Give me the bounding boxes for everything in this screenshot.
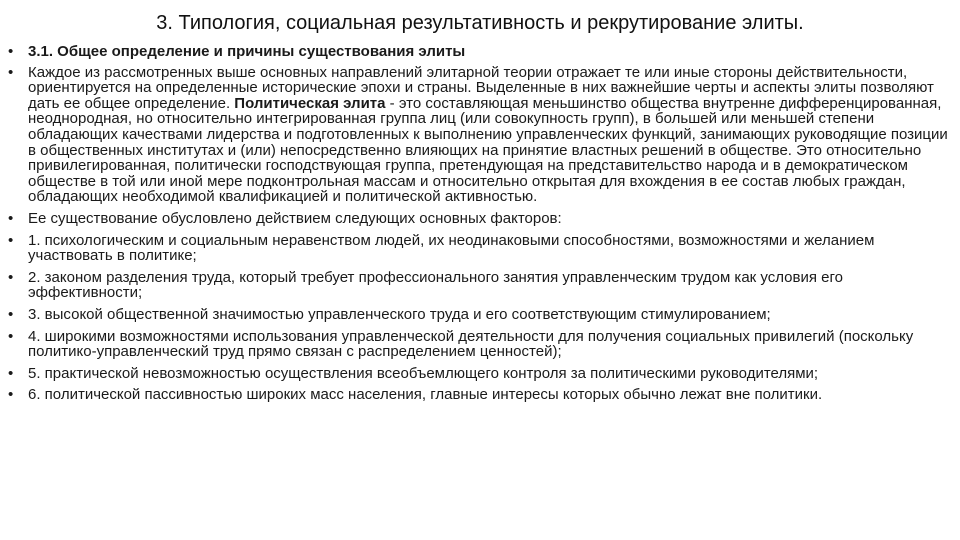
definition-intro: Каждое из рассмотренных выше основных направлений элитарной теории отражает те или иные стороны действительности, ориентируется на определенные исторические эпохи и страны. Выделенные в них важнейшие черты и аспекты элиты позволяют дать ее общее определение. bbox=[28, 63, 934, 112]
definition-term: Политическая элита bbox=[234, 94, 386, 112]
bullet-definition bbox=[8, 65, 948, 205]
bullet-marker: • bbox=[8, 63, 14, 81]
factor-text: 6. политической пассивностью широких масс населения, главные интересы которых обычно лежат вне политики. bbox=[28, 386, 823, 404]
bullet-marker: • bbox=[8, 268, 14, 286]
bullet-marker: • bbox=[8, 209, 14, 227]
definition-body: - это составляющая меньшинство общества внутренне дифференцированная, неоднородная, но относительно интегрированная группа лиц (или совокупность групп), в большей или меньшей степени обладающих качествами лидерства и подготовленных к выполнению управленческих функций, занимающих руководящие позиции в общественных институтах и (или) непосредственно влияющих на принятие властных решений в обществе. Это относительно привилегированная, политически господствующая группа, претендующая на представительство народа и в демократическом обществе в той или иной мере подконтрольная массам и относительно открытая для вхождения в ее состав любых граждан, обладающих необходимой квалификацией и политической активностью. bbox=[28, 94, 948, 206]
bullet-factors-intro bbox=[8, 211, 948, 227]
bullet-factor-1 bbox=[8, 233, 948, 264]
slide-title: 3. Типология, социальная результативность и рекрутирование элиты. bbox=[156, 12, 804, 34]
bullet-marker: • bbox=[8, 305, 14, 323]
bullet-factor-6 bbox=[8, 387, 948, 403]
bullet-list bbox=[8, 44, 948, 409]
factors-intro: Ее существование обусловлено действием следующих основных факторов: bbox=[28, 209, 562, 227]
factor-text: 3. высокой общественной значимостью управленческого труда и его соответствующим стимулированием; bbox=[28, 305, 771, 323]
bullet-marker: • bbox=[8, 43, 14, 60]
factor-text: 4. широкими возможностями использования управленческой деятельности для получения социальных привилегий (поскольку политико-управленческий труд прямо связан с распределением ценностей); bbox=[28, 327, 914, 361]
section-heading: 3.1. Общее определение и причины существования элиты bbox=[28, 43, 466, 60]
bullet-marker: • bbox=[8, 364, 14, 382]
bullet-factor-5 bbox=[8, 366, 948, 382]
factor-text: 1. психологическим и социальным неравенством людей, их неодинаковыми способностями, возможностями и желанием участвовать в политике; bbox=[28, 231, 875, 265]
factor-text: 5. практической невозможностью осуществления всеобъемлющего контроля за политическими руководителями; bbox=[28, 364, 819, 382]
bullet-factor-4 bbox=[8, 329, 948, 360]
factor-text: 2. законом разделения труда, который требует профессионального занятия управленческим трудом как условия его эффективности; bbox=[28, 268, 843, 302]
bullet-marker: • bbox=[8, 327, 14, 345]
bullet-section-heading bbox=[8, 44, 948, 60]
bullet-marker: • bbox=[8, 231, 14, 249]
bullet-factor-2 bbox=[8, 270, 948, 301]
bullet-marker: • bbox=[8, 386, 14, 404]
bullet-factor-3 bbox=[8, 307, 948, 323]
